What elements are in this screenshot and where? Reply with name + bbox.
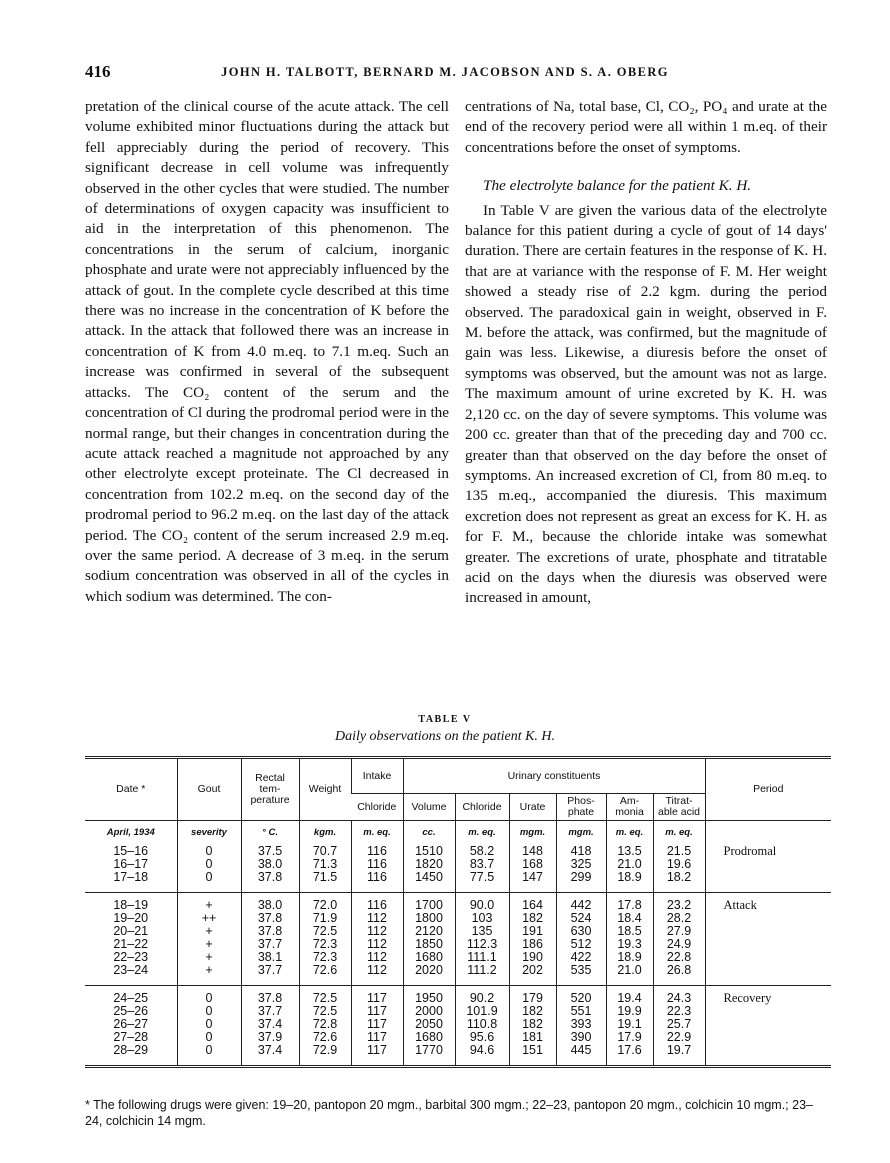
table-cell: 37.8 [241,925,299,938]
table-cell: 72.8 [299,1018,351,1031]
table-cell: 37.7 [241,1005,299,1018]
period-cell [705,912,831,925]
unit-cell: mgm. [556,821,606,840]
table-caption [0,714,890,745]
col-header-gout: Gout [177,758,241,821]
table-cell: 19.6 [653,858,705,871]
table-cell: 1850 [403,938,455,951]
table-cell: 512 [556,938,606,951]
table-cell: 630 [556,925,606,938]
table-cell: 23.2 [653,893,705,913]
table-cell: 182 [509,912,556,925]
unit-cell: kgm. [299,821,351,840]
table-cell: + [177,964,241,986]
col-header-phosphate: Phos- phate [556,794,606,821]
table-cell: 393 [556,1018,606,1031]
table-cell: 19.1 [606,1018,653,1031]
table-cell: 135 [455,925,509,938]
table-cell: 0 [177,839,241,858]
table-cell: 164 [509,893,556,913]
table-cell: 110.8 [455,1018,509,1031]
table-footnote: * The following drugs were given: 19–20, pantopon 20 mgm., barbital 300 mgm.; 22–23, pantopon 20 mgm., colchicin 10 mgm.; 23–24, colchicin 14 mgm. [85,1098,813,1128]
units-row [85,821,831,840]
col-header-period: Period [705,758,831,821]
table-cell: 37.8 [241,986,299,1006]
running-head: JOHN H. TALBOTT, BERNARD M. JACOBSON AND S. A. OBERG [221,65,669,79]
table-cell: 1800 [403,912,455,925]
table-cell: 148 [509,839,556,858]
table-row [85,1018,831,1031]
col-header-ammonia: Am- monia [606,794,653,821]
table-label: TABLE V [418,714,472,725]
table-cell: 17.8 [606,893,653,913]
period-label: Prodromal [705,839,831,858]
period-cell [705,951,831,964]
left-paragraph: pretation of the clinical course of the acute attack. The cell volume exhibited minor fluctuations during the attack but fell appreciably during the period of recovery. This significant decrease in cell volume was infrequently observed in the other cycles that were studied. The number of determinations of oxygen capacity was insufficient to aid in the interpretation of this phenomenon. The concentrations in the serum of calcium, inorganic phosphate and urate were not appreciably influenced by the attack of gout. In the complete cycle described at this time there was no increase in the concentration of K before the attack. In the attack that followed there was an increase in concentration of K from 4.0 m.eq. to 7.1 m.eq. Such an increase was confirmed in several of the subsequent attacks. The CO₂ content of the serum and the concentration of Cl during the prodromal period were in the normal range, but their changes in concentration during the acute attack reached a magnitude not approached by any other electrolyte except proteinate. The Cl decreased in concentration from 102.2 m.eq. on the second day of the prodromal period to 96.2 m.eq. on the last day of the attack period. The CO₂ content of the serum increased 2.9 m.eq. over the same period. A decrease of 3 m.eq. in the serum sodium concentration was observed in all of the cycles in which sodium was determined. The con- [85,98,449,605]
table-cell: 20–21 [113,924,149,938]
unit-cell: cc. [403,821,455,840]
unit-cell: ° C. [241,821,299,840]
table-cell: 1950 [403,986,455,1006]
table-row [85,893,831,913]
table-cell: 16–17 [113,857,149,871]
table-cell: 18.2 [653,871,705,893]
table-cell: 21.0 [606,858,653,871]
table-cell: 390 [556,1031,606,1044]
table-cell: 18.9 [606,871,653,893]
table-cell: 191 [509,925,556,938]
table-row [85,925,831,938]
table-title: Daily observations on the patient K. H. [334,729,556,744]
table-cell: 202 [509,964,556,986]
table-cell: 38.1 [241,951,299,964]
unit-cell: severity [177,821,241,840]
table-cell: 37.4 [241,1018,299,1031]
period-cell [705,1005,831,1018]
table-cell: 95.6 [455,1031,509,1044]
table-cell: 190 [509,951,556,964]
col-header-volume: Volume [403,794,455,821]
table-cell: 1510 [403,839,455,858]
table-cell: 0 [177,986,241,1006]
table-cell: 2120 [403,925,455,938]
table-cell: 181 [509,1031,556,1044]
table-cell: 26–27 [113,1017,149,1031]
col-header-intake: Intake [351,758,403,794]
period-label: Recovery [705,986,831,1006]
col-header-urine-chloride: Chloride [455,794,509,821]
col-header-weight: Weight [299,758,351,821]
table-cell: 71.3 [299,858,351,871]
table-cell: 147 [509,871,556,893]
table-cell: + [177,938,241,951]
table-cell: 111.1 [455,951,509,964]
table-cell: 151 [509,1044,556,1067]
table-cell: 15–16 [113,844,149,858]
table-cell: 90.2 [455,986,509,1006]
table-row [85,871,831,893]
table-cell: 418 [556,839,606,858]
table-cell: 445 [556,1044,606,1067]
table-cell: 179 [509,986,556,1006]
table-cell: 19.3 [606,938,653,951]
table-cell: 22.9 [653,1031,705,1044]
table-cell: 72.5 [299,1005,351,1018]
period-cell [705,925,831,938]
table-cell: 182 [509,1018,556,1031]
table-cell: 2000 [403,1005,455,1018]
table-cell: 23–24 [113,963,149,977]
table-cell: 24.9 [653,938,705,951]
table-cell: 117 [351,1005,403,1018]
table-cell: 116 [351,858,403,871]
table-cell: 26.8 [653,964,705,986]
table-cell: 94.6 [455,1044,509,1067]
table-cell: 111.2 [455,964,509,986]
table-cell: 1450 [403,871,455,893]
table-cell: 77.5 [455,871,509,893]
table-cell: 19.7 [653,1044,705,1067]
table-cell: 18.5 [606,925,653,938]
period-cell [705,858,831,871]
table-cell: 442 [556,893,606,913]
table-row [85,964,831,986]
table-cell: 27–28 [113,1030,149,1044]
table-row [85,1031,831,1044]
table-cell: 117 [351,1031,403,1044]
table-cell: 37.5 [241,839,299,858]
table-cell: 0 [177,858,241,871]
right-paragraph-1: centrations of Na, total base, Cl, CO₂, PO₄ and urate at the end of the recovery period were all within 1 m.eq. of their concentrations before the onset of symptoms. [465,98,827,156]
prodromal-group [85,839,831,893]
table-cell: 112 [351,951,403,964]
period-cell [705,1031,831,1044]
table-cell: 1680 [403,1031,455,1044]
table-cell: 37.7 [241,964,299,986]
table-cell: 551 [556,1005,606,1018]
table-cell: 1680 [403,951,455,964]
table-cell: 186 [509,938,556,951]
table-cell: + [177,951,241,964]
table-cell: 116 [351,871,403,893]
table-cell: 168 [509,858,556,871]
table-cell: 37.7 [241,938,299,951]
table-cell: 0 [177,871,241,893]
table-cell: 18–19 [85,893,177,913]
table-cell: 112 [351,938,403,951]
unit-cell: m. eq. [455,821,509,840]
table-cell: 38.0 [241,858,299,871]
table-cell: 27.9 [653,925,705,938]
table-row [85,938,831,951]
table-cell: 71.5 [299,871,351,893]
unit-cell: m. eq. [351,821,403,840]
table-cell: 117 [351,1044,403,1067]
col-header-date: Date * [85,758,177,821]
data-table [85,756,831,1068]
table-cell: 24–25 [85,986,177,1006]
table-cell: 90.0 [455,893,509,913]
period-cell [705,1018,831,1031]
col-header-titratable-acid: Titrat- able acid [653,794,705,821]
table-cell: 21–22 [113,937,149,951]
table-cell: 83.7 [455,858,509,871]
table-cell: 101.9 [455,1005,509,1018]
table-cell: 520 [556,986,606,1006]
unit-cell: m. eq. [653,821,705,840]
table-cell: 1770 [403,1044,455,1067]
table-cell: 72.3 [299,938,351,951]
table-cell: ++ [177,912,241,925]
table-cell: 0 [177,1005,241,1018]
table-cell: 72.9 [299,1044,351,1067]
table-cell: 28.2 [653,912,705,925]
table-cell: 17.6 [606,1044,653,1067]
table-cell: 25.7 [653,1018,705,1031]
table-cell: 28–29 [85,1044,177,1067]
table-cell: 299 [556,871,606,893]
table-row [85,1044,831,1067]
table-cell: 117 [351,1018,403,1031]
table-cell: 535 [556,964,606,986]
table-cell: 19–20 [113,911,149,925]
table-cell: 22.8 [653,951,705,964]
table-cell: 21.0 [606,964,653,986]
table-cell: 422 [556,951,606,964]
table-row [85,1005,831,1018]
table-cell: 2020 [403,964,455,986]
table-cell: 37.8 [241,871,299,893]
table-cell: 1820 [403,858,455,871]
table-cell: 58.2 [455,839,509,858]
col-header-urate: Urate [509,794,556,821]
table-cell: 71.9 [299,912,351,925]
table-cell: 0 [177,1044,241,1067]
period-cell [705,938,831,951]
table-cell: 17.9 [606,1031,653,1044]
table-cell: 37.8 [241,912,299,925]
table-row [85,912,831,925]
recovery-group [85,986,831,1067]
table-cell: 116 [351,893,403,913]
table-cell: 103 [455,912,509,925]
table-cell: 37.9 [241,1031,299,1044]
table-cell: 25–26 [113,1004,149,1018]
table-cell: 117 [351,986,403,1006]
table-cell: 37.4 [241,1044,299,1067]
table-cell: 70.7 [299,839,351,858]
table-cell: 112 [351,912,403,925]
section-heading: The electrolyte balance for the patient K. H. [483,177,752,195]
table-cell: 72.6 [299,964,351,986]
table-cell: 325 [556,858,606,871]
table-cell: + [177,925,241,938]
page-number: 416 [85,62,111,81]
table-cell: 24.3 [653,986,705,1006]
table-cell: 2050 [403,1018,455,1031]
table-cell: 19.4 [606,986,653,1006]
table-cell: 13.5 [606,839,653,858]
period-cell [705,871,831,893]
table-row [85,951,831,964]
table-cell: 112 [351,925,403,938]
table-cell: 21.5 [653,839,705,858]
table-cell: 1700 [403,893,455,913]
unit-cell [705,821,831,840]
period-cell [705,964,831,986]
table-cell: 116 [351,839,403,858]
table-cell: 22–23 [113,950,149,964]
table-row [85,839,831,858]
table-cell: 19.9 [606,1005,653,1018]
table-cell: 72.5 [299,925,351,938]
col-header-urinary-constituents: Urinary constituents [403,758,705,794]
period-label: Attack [705,893,831,913]
table-row [85,858,831,871]
period-cell [705,1044,831,1067]
left-column [85,97,449,607]
table-cell: 0 [177,1031,241,1044]
table-cell: 72.0 [299,893,351,913]
table-cell: + [177,893,241,913]
table-cell: 72.3 [299,951,351,964]
table-cell: 182 [509,1005,556,1018]
table-cell: 72.6 [299,1031,351,1044]
table-row [85,986,831,1006]
table-cell: 72.5 [299,986,351,1006]
table-cell: 38.0 [241,893,299,913]
attack-group [85,893,831,986]
table-cell: 524 [556,912,606,925]
table-cell: 22.3 [653,1005,705,1018]
col-header-intake-chloride: Chloride [351,794,403,821]
table-cell: 18.9 [606,951,653,964]
table-cell: 18.4 [606,912,653,925]
table-cell: 112.3 [455,938,509,951]
table-cell: 112 [351,964,403,986]
col-header-rectal-temperature: Rectal tem- perature [241,758,299,821]
page-header [85,62,805,86]
table-cell: 0 [177,1018,241,1031]
unit-cell: April, 1934 [106,827,155,838]
unit-cell: mgm. [509,821,556,840]
table-cell: 17–18 [113,870,149,884]
unit-cell: m. eq. [606,821,653,840]
right-paragraph-2: In Table V are given the various data of the electrolyte balance for this patient during a cycle of gout of 14 days' duration. There are certain features in the response of K. H. that are at variance with the response of F. M. Her weight showed a steady rise of 2.2 kgm. during the period observed. The paradoxical gain in weight, observed in F. M. before the attack, was confirmed, but the magnitude of gain was less. Likewise, a diuresis before the onset of symptoms was observed, but the amount was not as large. The maximum amount of urine excreted by K. H. was 2,120 cc. on the day of severe symptoms. This volume was 200 cc. greater than that of the preceding day and 700 cc. greater than that observed on the day before the onset of symptoms. An increased excretion of Cl, from 80 m.eq. to 135 m.eq., accompanied the diuresis. This maximum excretion does not represent as great an excess for K. H. as for F. M., because the chloride intake was somewhat greater. The excretions of urate, phosphate and titratable acid on the days when the diuresis was observed were increased in amount, [465,201,827,607]
right-column [465,97,827,609]
